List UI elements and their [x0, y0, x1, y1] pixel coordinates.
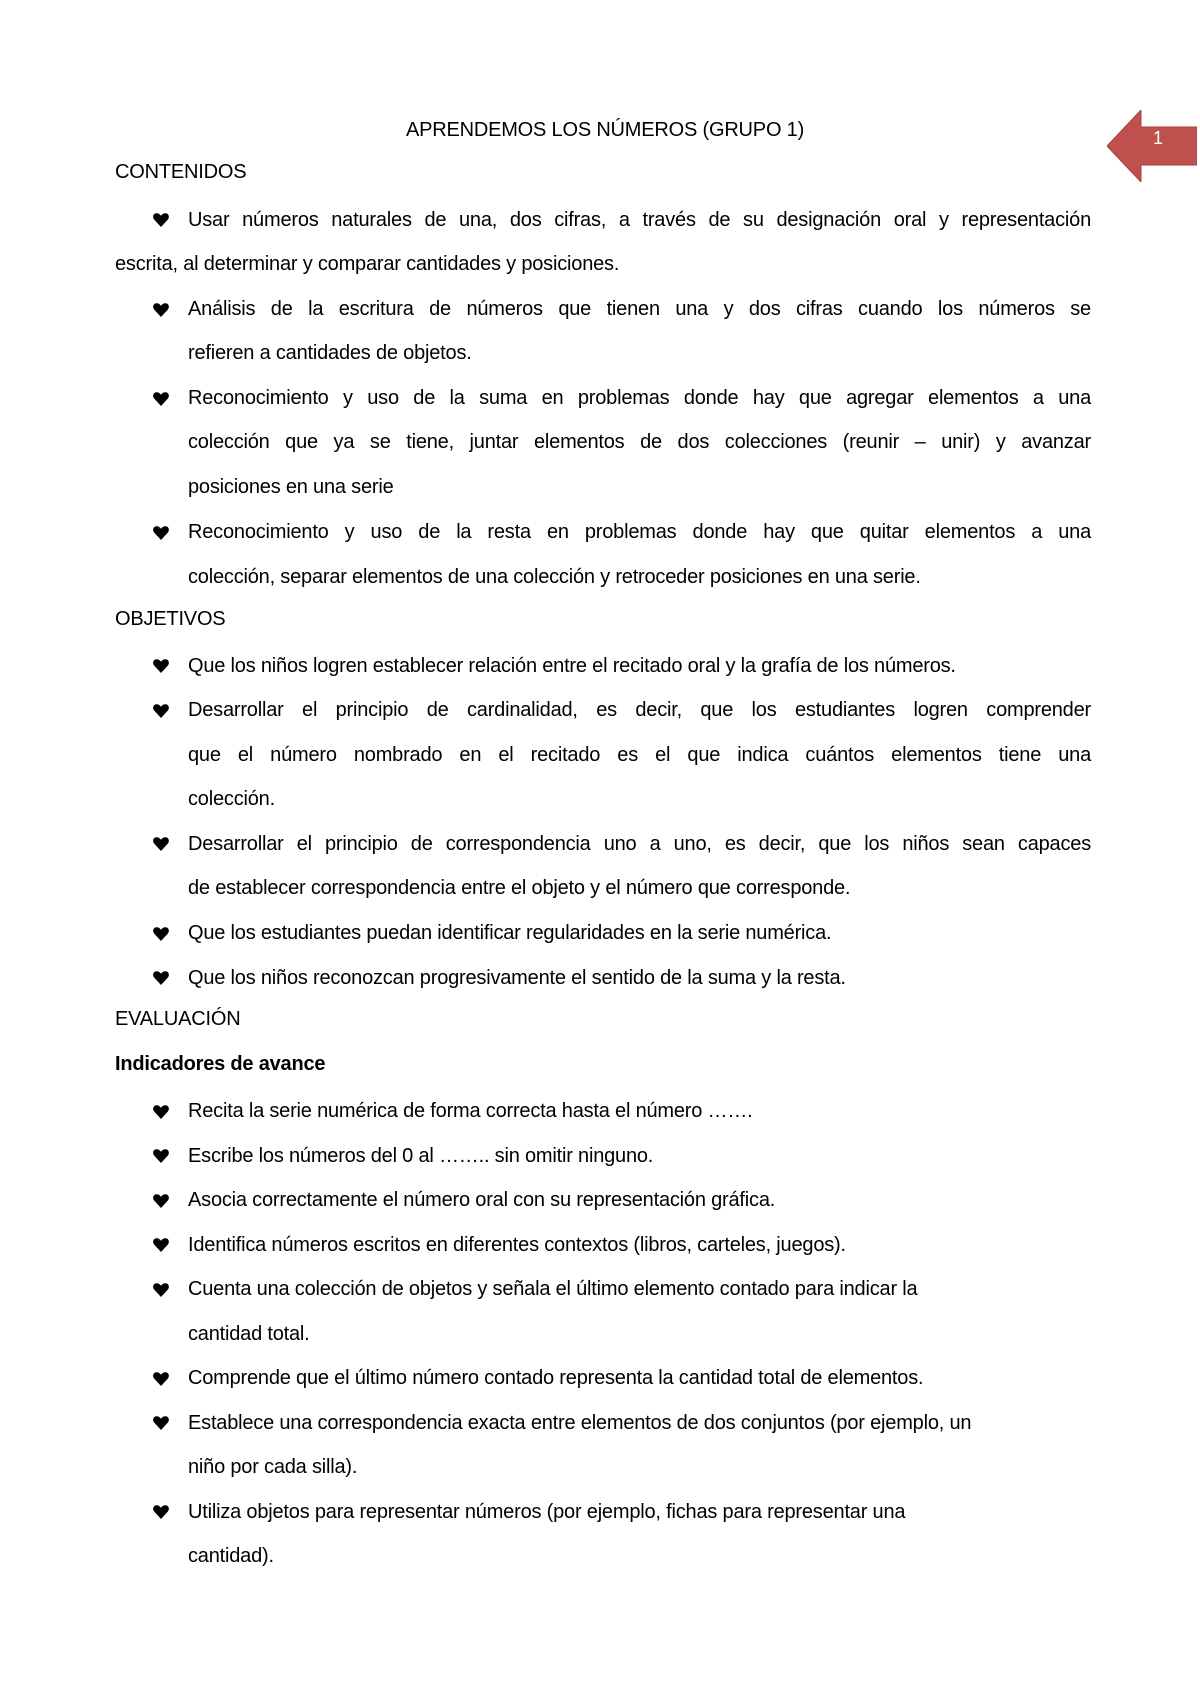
objetivos-item-1-line-1: Que los niños logren establecer relación entre el recitado oral y la grafía de los números.: [188, 655, 956, 677]
contenidos-item-3-line-1: Reconocimiento y uso de la suma en problemas donde hay que agregar elementos a una: [188, 387, 1091, 409]
evaluacion-item-4-line-1: Identifica números escritos en diferentes contextos (libros, carteles, juegos).: [188, 1234, 846, 1256]
contenidos-item-1-line-2: escrita, al determinar y comparar cantidades y posiciones.: [115, 253, 620, 275]
objetivos-item-3-line-1: Desarrollar el principio de correspondencia uno a uno, es decir, que los niños sean capaces: [188, 833, 1091, 855]
heart-bullet-icon: [152, 1414, 170, 1432]
evaluacion-item-2-line-1: Escribe los números del 0 al …….. sin omitir ninguno.: [188, 1145, 654, 1167]
evaluacion-item-8-line-2: cantidad).: [188, 1545, 274, 1567]
objetivos-item-2-line-2: que el número nombrado en el recitado es el que indica cuántos elementos tiene una: [188, 744, 1091, 766]
heart-bullet-icon: [152, 1147, 170, 1165]
evaluacion-item-8-line-1: Utiliza objetos para representar números (por ejemplo, fichas para representar una: [188, 1501, 906, 1523]
evaluacion-item-6-line-1: Comprende que el último número contado representa la cantidad total de elementos.: [188, 1367, 924, 1389]
section-subheading-indicadores: Indicadores de avance: [115, 1053, 326, 1075]
heart-bullet-icon: [152, 1236, 170, 1254]
heart-bullet-icon: [152, 1103, 170, 1121]
objetivos-item-4-line-1: Que los estudiantes puedan identificar regularidades en la serie numérica.: [188, 922, 832, 944]
contenidos-item-3-line-3: posiciones en una serie: [188, 476, 394, 498]
heart-bullet-icon: [152, 1192, 170, 1210]
heart-bullet-icon: [152, 301, 170, 319]
evaluacion-item-1-line-1: Recita la serie numérica de forma correcta hasta el número …….: [188, 1100, 753, 1122]
section-heading-objetivos: OBJETIVOS: [115, 608, 226, 630]
heart-bullet-icon: [152, 211, 170, 229]
objetivos-item-5-line-1: Que los niños reconozcan progresivamente el sentido de la suma y la resta.: [188, 967, 846, 989]
heart-bullet-icon: [152, 390, 170, 408]
section-heading-evaluacion: EVALUACIÓN: [115, 1008, 241, 1030]
heart-bullet-icon: [152, 1503, 170, 1521]
heart-bullet-icon: [152, 1370, 170, 1388]
contenidos-item-1-line-1: Usar números naturales de una, dos cifras, a través de su designación oral y representación: [188, 209, 1091, 231]
heart-bullet-icon: [152, 925, 170, 943]
page-number: 1: [1152, 128, 1163, 148]
objetivos-item-3-line-2: de establecer correspondencia entre el objeto y el número que corresponde.: [188, 877, 851, 899]
heart-bullet-icon: [152, 969, 170, 987]
evaluacion-item-7-line-2: niño por cada silla).: [188, 1456, 358, 1478]
contenidos-item-4-line-2: colección, separar elementos de una colección y retroceder posiciones en una serie.: [188, 566, 921, 588]
evaluacion-item-5-line-2: cantidad total.: [188, 1323, 310, 1345]
contenidos-item-2-line-1: Análisis de la escritura de números que tienen una y dos cifras cuando los números se: [188, 298, 1091, 320]
heart-bullet-icon: [152, 524, 170, 542]
contenidos-item-2-line-2: refieren a cantidades de objetos.: [188, 342, 472, 364]
document-title: APRENDEMOS LOS NÚMEROS (GRUPO 1): [405, 119, 805, 141]
section-heading-contenidos: CONTENIDOS: [115, 161, 247, 183]
heart-bullet-icon: [152, 1281, 170, 1299]
evaluacion-item-7-line-1: Establece una correspondencia exacta entre elementos de dos conjuntos (por ejemplo, un: [188, 1412, 972, 1434]
objetivos-item-2-line-1: Desarrollar el principio de cardinalidad, es decir, que los estudiantes logren comprender: [188, 699, 1091, 721]
evaluacion-item-3-line-1: Asocia correctamente el número oral con su representación gráfica.: [188, 1189, 776, 1211]
heart-bullet-icon: [152, 657, 170, 675]
contenidos-item-3-line-2: colección que ya se tiene, juntar elementos de dos colecciones (reunir – unir) y avanzar: [188, 431, 1091, 453]
objetivos-item-2-line-3: colección.: [188, 788, 275, 810]
evaluacion-item-5-line-1: Cuenta una colección de objetos y señala el último elemento contado para indicar la: [188, 1278, 918, 1300]
heart-bullet-icon: [152, 702, 170, 720]
heart-bullet-icon: [152, 835, 170, 853]
contenidos-item-4-line-1: Reconocimiento y uso de la resta en problemas donde hay que quitar elementos a una: [188, 521, 1091, 543]
